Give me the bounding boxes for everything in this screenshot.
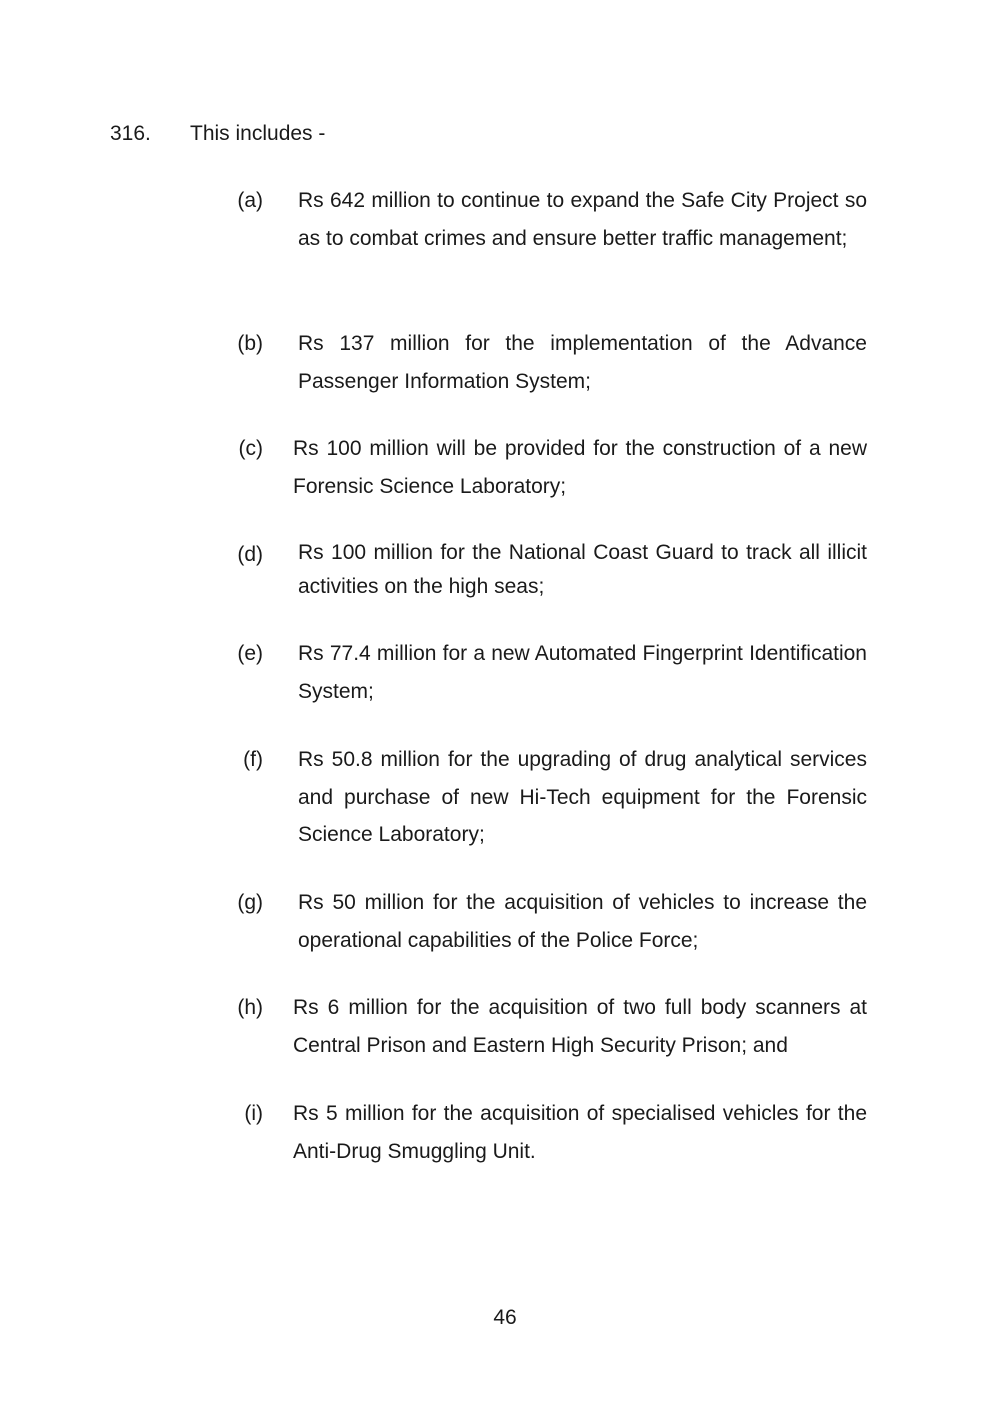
item-label: (g) <box>237 891 263 914</box>
page-number: 46 <box>493 1306 517 1329</box>
item-text: Rs 642 million to continue to expand the Safe City Project so as to combat crimes and ensure better traffic management; <box>298 189 867 250</box>
paragraph-number: 316. <box>110 122 151 145</box>
item-text: Rs 137 million for the implementation of the Advance Passenger Information System; <box>298 332 867 393</box>
item-label: (c) <box>238 437 263 460</box>
item-text: Rs 77.4 million for a new Automated Fingerprint Identification System; <box>298 642 867 703</box>
item-label: (h) <box>237 996 263 1019</box>
item-text: Rs 100 million for the National Coast Guard to track all illicit activities on the high seas; <box>298 541 867 598</box>
item-text: Rs 6 million for the acquisition of two full body scanners at Central Prison and Eastern High Security Prison; and <box>293 996 867 1057</box>
item-label: (b) <box>237 332 263 355</box>
item-label: (f) <box>243 748 263 771</box>
item-label: (i) <box>244 1102 263 1125</box>
item-label: (d) <box>237 543 263 566</box>
item-text: Rs 100 million will be provided for the construction of a new Forensic Science Laboratory; <box>293 437 867 498</box>
item-text: Rs 5 million for the acquisition of specialised vehicles for the Anti-Drug Smuggling Unit. <box>293 1102 867 1163</box>
item-label: (a) <box>237 189 263 212</box>
item-text: Rs 50 million for the acquisition of vehicles to increase the operational capabilities of the Police Force; <box>298 891 867 952</box>
item-label: (e) <box>237 642 263 665</box>
item-text: Rs 50.8 million for the upgrading of drug analytical services and purchase of new Hi-Tech equipment for the Forensic Science Laboratory; <box>298 748 867 846</box>
paragraph-header <box>110 120 325 148</box>
paragraph-intro: This includes - <box>190 122 326 145</box>
